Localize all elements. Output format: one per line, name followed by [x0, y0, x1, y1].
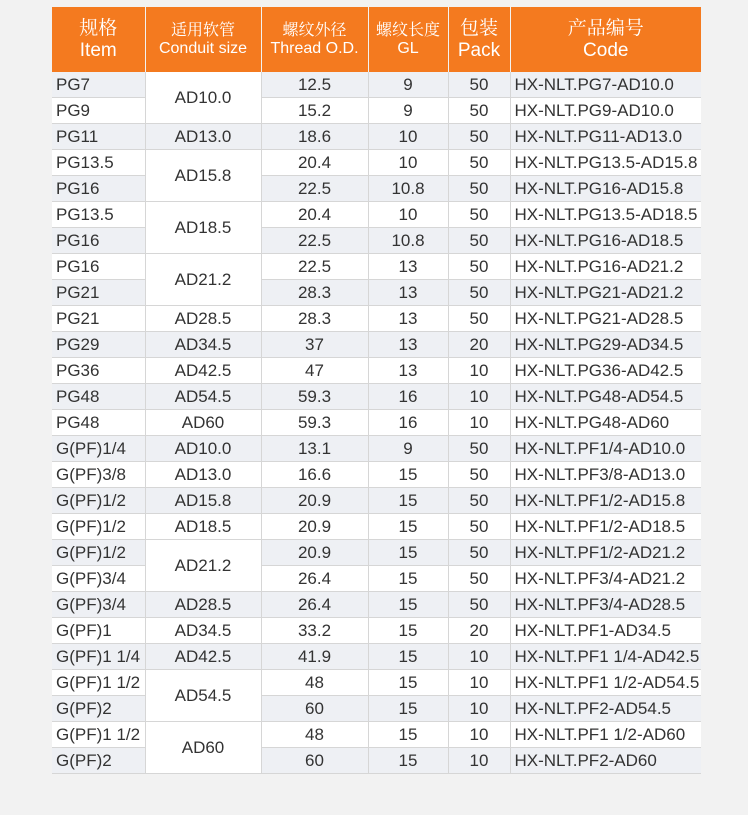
- conduit-size-cell: AD13.0: [145, 124, 261, 150]
- code-cell: HX-NLT.PF3/8-AD13.0: [510, 462, 701, 488]
- header-gl-en: GL: [397, 39, 419, 57]
- code-cell: HX-NLT.PG11-AD13.0: [510, 124, 701, 150]
- item-cell: G(PF)1 1/2: [52, 670, 145, 696]
- item-cell: PG9: [52, 98, 145, 124]
- gl-cell: 16: [368, 410, 448, 436]
- pack-cell: 50: [448, 514, 510, 540]
- conduit-size-cell: AD42.5: [145, 644, 261, 670]
- gl-cell: 15: [368, 488, 448, 514]
- table-row: [52, 592, 701, 618]
- thread-od-cell: 12.5: [261, 72, 368, 98]
- item-cell: G(PF)2: [52, 748, 145, 774]
- pack-cell: 50: [448, 462, 510, 488]
- gl-cell: 13: [368, 306, 448, 332]
- item-cell: G(PF)1/2: [52, 514, 145, 540]
- conduit-size-cell: AD13.0: [145, 462, 261, 488]
- pack-cell: 50: [448, 124, 510, 150]
- code-cell: HX-NLT.PF1 1/2-AD54.5: [510, 670, 701, 696]
- conduit-size-cell: AD15.8: [145, 150, 261, 202]
- item-cell: G(PF)1/4: [52, 436, 145, 462]
- gl-cell: 15: [368, 462, 448, 488]
- item-cell: G(PF)1 1/2: [52, 722, 145, 748]
- gl-cell: 15: [368, 540, 448, 566]
- table-row: [52, 254, 701, 280]
- header-row: [52, 7, 701, 72]
- conduit-size-cell: AD10.0: [145, 436, 261, 462]
- item-cell: PG21: [52, 306, 145, 332]
- item-cell: PG36: [52, 358, 145, 384]
- gl-cell: 13: [368, 358, 448, 384]
- thread-od-cell: 59.3: [261, 384, 368, 410]
- conduit-size-cell: AD60: [145, 722, 261, 774]
- code-cell: HX-NLT.PF3/4-AD21.2: [510, 566, 701, 592]
- gl-cell: 10: [368, 124, 448, 150]
- table-row: [52, 124, 701, 150]
- pack-cell: 50: [448, 228, 510, 254]
- conduit-size-cell: AD60: [145, 410, 261, 436]
- table-row: [52, 202, 701, 228]
- conduit-size-cell: AD18.5: [145, 202, 261, 254]
- header-pack-zh: 包装: [459, 16, 498, 39]
- conduit-size-cell: AD54.5: [145, 670, 261, 722]
- pack-cell: 20: [448, 618, 510, 644]
- pack-cell: 50: [448, 280, 510, 306]
- thread-od-cell: 37: [261, 332, 368, 358]
- code-cell: HX-NLT.PF1 1/4-AD42.5: [510, 644, 701, 670]
- table-row: [52, 72, 701, 98]
- code-cell: HX-NLT.PG48-AD60: [510, 410, 701, 436]
- thread-od-cell: 41.9: [261, 644, 368, 670]
- gl-cell: 9: [368, 436, 448, 462]
- item-cell: G(PF)1/2: [52, 488, 145, 514]
- pack-cell: 10: [448, 644, 510, 670]
- code-cell: HX-NLT.PG13.5-AD18.5: [510, 202, 701, 228]
- table-row: [52, 722, 701, 748]
- conduit-size-cell: AD18.5: [145, 514, 261, 540]
- gl-cell: 15: [368, 566, 448, 592]
- code-cell: HX-NLT.PG21-AD28.5: [510, 306, 701, 332]
- thread-od-cell: 15.2: [261, 98, 368, 124]
- item-cell: G(PF)3/4: [52, 566, 145, 592]
- code-cell: HX-NLT.PF2-AD54.5: [510, 696, 701, 722]
- table-row: [52, 618, 701, 644]
- code-cell: HX-NLT.PG7-AD10.0: [510, 72, 701, 98]
- gl-cell: 15: [368, 722, 448, 748]
- item-cell: PG21: [52, 280, 145, 306]
- gl-cell: 15: [368, 748, 448, 774]
- thread-od-cell: 60: [261, 748, 368, 774]
- gl-cell: 15: [368, 644, 448, 670]
- gl-cell: 15: [368, 670, 448, 696]
- table-body: [52, 72, 701, 774]
- conduit-size-cell: AD21.2: [145, 540, 261, 592]
- pack-cell: 10: [448, 696, 510, 722]
- code-cell: HX-NLT.PF3/4-AD28.5: [510, 592, 701, 618]
- thread-od-cell: 20.9: [261, 488, 368, 514]
- thread-od-cell: 20.9: [261, 514, 368, 540]
- thread-od-cell: 28.3: [261, 306, 368, 332]
- table-row: [52, 384, 701, 410]
- gl-cell: 10.8: [368, 228, 448, 254]
- thread-od-cell: 22.5: [261, 254, 368, 280]
- conduit-size-cell: AD15.8: [145, 488, 261, 514]
- header-thread-od: [261, 7, 368, 72]
- header-item: [52, 7, 145, 72]
- pack-cell: 50: [448, 566, 510, 592]
- header-item-en: Item: [79, 39, 117, 61]
- header-gl-zh: 螺纹长度: [375, 20, 440, 40]
- conduit-size-cell: AD54.5: [145, 384, 261, 410]
- thread-od-cell: 28.3: [261, 280, 368, 306]
- pack-cell: 50: [448, 98, 510, 124]
- item-cell: G(PF)3/8: [52, 462, 145, 488]
- item-cell: PG16: [52, 254, 145, 280]
- pack-cell: 10: [448, 384, 510, 410]
- gl-cell: 13: [368, 280, 448, 306]
- code-cell: HX-NLT.PG29-AD34.5: [510, 332, 701, 358]
- table-row: [52, 306, 701, 332]
- thread-od-cell: 48: [261, 670, 368, 696]
- code-cell: HX-NLT.PF2-AD60: [510, 748, 701, 774]
- table-header: [52, 7, 701, 72]
- gl-cell: 10: [368, 150, 448, 176]
- conduit-size-cell: AD34.5: [145, 332, 261, 358]
- item-cell: PG16: [52, 228, 145, 254]
- gl-cell: 15: [368, 696, 448, 722]
- pack-cell: 50: [448, 436, 510, 462]
- pack-cell: 50: [448, 540, 510, 566]
- gl-cell: 15: [368, 514, 448, 540]
- header-code: [510, 7, 701, 72]
- item-cell: G(PF)3/4: [52, 592, 145, 618]
- thread-od-cell: 20.4: [261, 150, 368, 176]
- pack-cell: 20: [448, 332, 510, 358]
- item-cell: PG11: [52, 124, 145, 150]
- pack-cell: 50: [448, 488, 510, 514]
- gl-cell: 15: [368, 592, 448, 618]
- thread-od-cell: 22.5: [261, 228, 368, 254]
- header-conduit-en: Conduit size: [158, 39, 248, 57]
- gl-cell: 10.8: [368, 176, 448, 202]
- code-cell: HX-NLT.PG48-AD54.5: [510, 384, 701, 410]
- pack-cell: 10: [448, 670, 510, 696]
- item-cell: PG48: [52, 410, 145, 436]
- item-cell: G(PF)1/2: [52, 540, 145, 566]
- pack-cell: 10: [448, 722, 510, 748]
- pack-cell: 10: [448, 358, 510, 384]
- header-pack: [448, 7, 510, 72]
- code-cell: HX-NLT.PG16-AD18.5: [510, 228, 701, 254]
- item-cell: PG13.5: [52, 150, 145, 176]
- item-cell: PG7: [52, 72, 145, 98]
- item-cell: G(PF)1 1/4: [52, 644, 145, 670]
- item-cell: PG13.5: [52, 202, 145, 228]
- item-cell: PG16: [52, 176, 145, 202]
- header-gl: [368, 7, 448, 72]
- thread-od-cell: 26.4: [261, 566, 368, 592]
- thread-od-cell: 18.6: [261, 124, 368, 150]
- table-row: [52, 644, 701, 670]
- code-cell: HX-NLT.PF1/2-AD21.2: [510, 540, 701, 566]
- conduit-size-cell: AD28.5: [145, 592, 261, 618]
- thread-od-cell: 59.3: [261, 410, 368, 436]
- conduit-size-cell: AD42.5: [145, 358, 261, 384]
- code-cell: HX-NLT.PG13.5-AD15.8: [510, 150, 701, 176]
- gl-cell: 10: [368, 202, 448, 228]
- table-row: [52, 150, 701, 176]
- gl-cell: 16: [368, 384, 448, 410]
- table-row: [52, 514, 701, 540]
- pack-cell: 10: [448, 410, 510, 436]
- header-thread-od-zh: 螺纹外径: [282, 20, 347, 40]
- thread-od-cell: 26.4: [261, 592, 368, 618]
- header-code-en: Code: [583, 39, 629, 61]
- header-item-zh: 规格: [79, 16, 118, 39]
- table-row: [52, 670, 701, 696]
- table-row: [52, 410, 701, 436]
- gl-cell: 13: [368, 332, 448, 358]
- table-row: [52, 462, 701, 488]
- thread-od-cell: 13.1: [261, 436, 368, 462]
- table-row: [52, 332, 701, 358]
- thread-od-cell: 16.6: [261, 462, 368, 488]
- table-row: [52, 358, 701, 384]
- thread-od-cell: 33.2: [261, 618, 368, 644]
- header-conduit: [145, 7, 261, 72]
- pack-cell: 50: [448, 150, 510, 176]
- conduit-size-cell: AD28.5: [145, 306, 261, 332]
- pack-cell: 10: [448, 748, 510, 774]
- conduit-size-cell: AD34.5: [145, 618, 261, 644]
- code-cell: HX-NLT.PG21-AD21.2: [510, 280, 701, 306]
- pack-cell: 50: [448, 306, 510, 332]
- item-cell: PG29: [52, 332, 145, 358]
- header-code-zh: 产品编号: [567, 16, 644, 39]
- thread-od-cell: 20.4: [261, 202, 368, 228]
- header-thread-od-en: Thread O.D.: [270, 39, 359, 57]
- gl-cell: 9: [368, 98, 448, 124]
- header-pack-en: Pack: [457, 39, 501, 61]
- table-row: [52, 488, 701, 514]
- thread-od-cell: 22.5: [261, 176, 368, 202]
- thread-od-cell: 48: [261, 722, 368, 748]
- table-row: [52, 436, 701, 462]
- item-cell: G(PF)2: [52, 696, 145, 722]
- pack-cell: 50: [448, 592, 510, 618]
- code-cell: HX-NLT.PF1/2-AD15.8: [510, 488, 701, 514]
- code-cell: HX-NLT.PG36-AD42.5: [510, 358, 701, 384]
- thread-od-cell: 60: [261, 696, 368, 722]
- header-conduit-zh: 适用软管: [170, 20, 235, 40]
- code-cell: HX-NLT.PG9-AD10.0: [510, 98, 701, 124]
- pack-cell: 50: [448, 72, 510, 98]
- thread-od-cell: 47: [261, 358, 368, 384]
- gl-cell: 15: [368, 618, 448, 644]
- conduit-size-cell: AD21.2: [145, 254, 261, 306]
- conduit-size-cell: AD10.0: [145, 72, 261, 124]
- code-cell: HX-NLT.PG16-AD21.2: [510, 254, 701, 280]
- gl-cell: 9: [368, 72, 448, 98]
- pack-cell: 50: [448, 176, 510, 202]
- item-cell: PG48: [52, 384, 145, 410]
- code-cell: HX-NLT.PF1/4-AD10.0: [510, 436, 701, 462]
- gl-cell: 13: [368, 254, 448, 280]
- pack-cell: 50: [448, 202, 510, 228]
- code-cell: HX-NLT.PF1 1/2-AD60: [510, 722, 701, 748]
- code-cell: HX-NLT.PF1/2-AD18.5: [510, 514, 701, 540]
- code-cell: HX-NLT.PG16-AD15.8: [510, 176, 701, 202]
- item-cell: G(PF)1: [52, 618, 145, 644]
- pack-cell: 50: [448, 254, 510, 280]
- code-cell: HX-NLT.PF1-AD34.5: [510, 618, 701, 644]
- thread-od-cell: 20.9: [261, 540, 368, 566]
- spec-table: [52, 7, 701, 774]
- table-row: [52, 540, 701, 566]
